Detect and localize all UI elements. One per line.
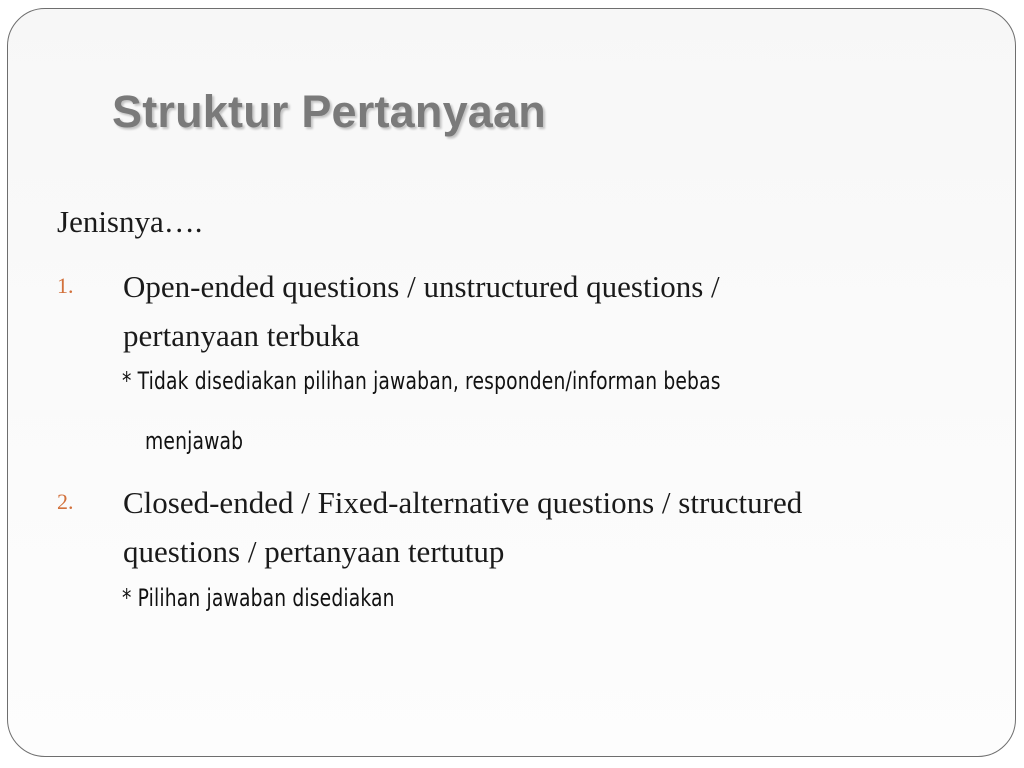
list-item-note: * Pilihan jawaban disediakan: [122, 584, 395, 612]
list-item-note: * Tidak disediakan pilihan jawaban, responden/informan bebas: [122, 367, 721, 395]
intro-text: Jenisnya….: [57, 204, 203, 239]
list-item-number: 2.: [57, 489, 74, 514]
list-item-line: pertanyaan terbuka: [123, 318, 360, 353]
list-item-text: [123, 262, 953, 360]
list-item-note: menjawab: [145, 427, 244, 455]
list-item-line: Closed-ended / Fixed-alternative questions / structured: [123, 485, 803, 520]
slide-title: Struktur Pertanyaan: [112, 86, 546, 137]
list-item-line: Open-ended questions / unstructured questions /: [123, 269, 720, 304]
list-item-text: [123, 478, 953, 576]
list-item-number: 1.: [57, 273, 74, 298]
list-item-line: questions / pertanyaan tertutup: [123, 534, 505, 569]
